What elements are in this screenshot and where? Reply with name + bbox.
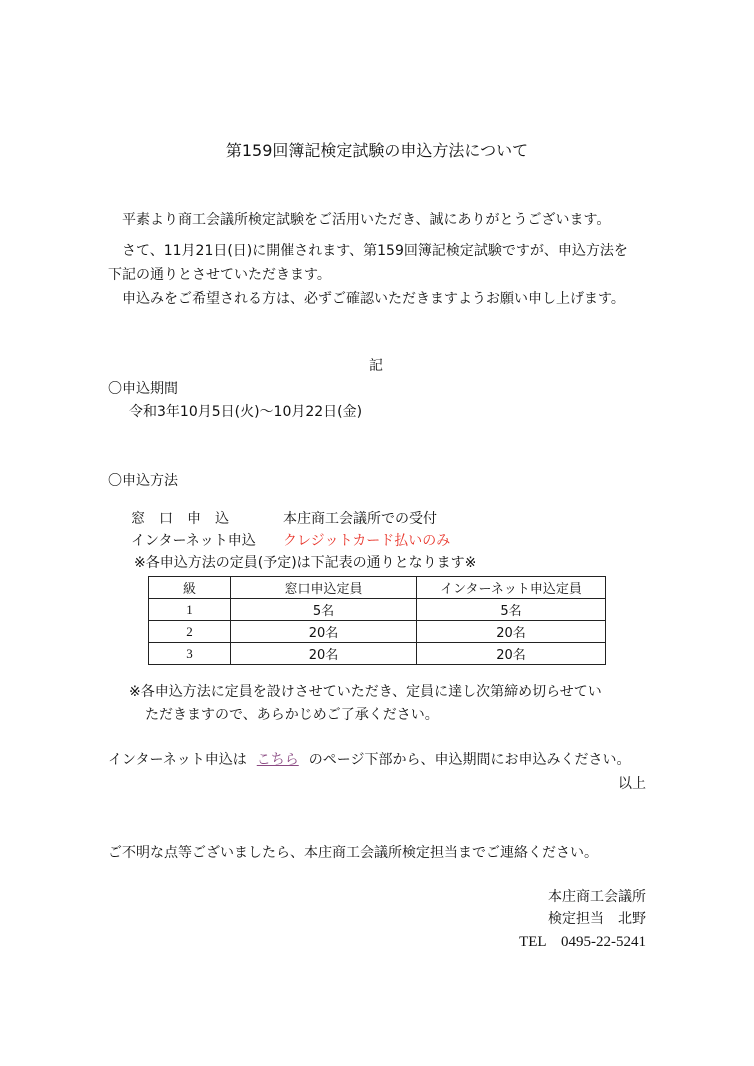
table-cell-internet: 20名 <box>417 621 606 643</box>
table-row <box>149 643 606 665</box>
table-cell-counter: 20名 <box>231 643 417 665</box>
intro-line-2: さて、11月21日(日)に開催されます、第159回簿記検定試験ですが、申込方法を <box>122 243 628 259</box>
table-header-grade: 級 <box>149 577 231 599</box>
internet-suffix: のページ下部から、申込期間にお申込みください。 <box>308 752 631 768</box>
signature-tel: TEL 0495-22-5241 <box>519 934 646 950</box>
period-heading: 〇申込期間 <box>108 381 178 397</box>
internet-prefix: インターネット申込は <box>108 752 247 768</box>
table-row <box>149 599 606 621</box>
method-row-counter-label: 窓 口 申 込 <box>131 511 229 527</box>
notice-line-2: ただきますので、あらかじめご了承ください。 <box>145 707 439 723</box>
intro-line-4: 申込みをご希望される方は、必ずご確認いただきますようお願い申し上げます。 <box>122 291 625 307</box>
table-cell-internet: 5名 <box>417 599 606 621</box>
table-cell-counter: 5名 <box>231 599 417 621</box>
intro-line-1: 平素より商工会議所検定試験をご活用いただき、誠にありがとうございます。 <box>122 212 611 228</box>
table-row <box>149 621 606 643</box>
internet-line <box>108 753 630 767</box>
table-cell-grade: 2 <box>149 621 231 643</box>
ijo-text: 以上 <box>618 776 646 792</box>
table-cell-grade: 3 <box>149 643 231 665</box>
method-heading: 〇申込方法 <box>108 473 178 489</box>
kochira-link[interactable]: こちら <box>256 752 299 768</box>
signature-org: 本庄商工会議所 <box>548 889 646 905</box>
method-row-internet-value: クレジットカード払いのみ <box>283 533 451 549</box>
method-row-internet-label: インターネット申込 <box>131 533 256 549</box>
table-note: ※各申込方法の定員(予定)は下記表の通りとなります※ <box>134 555 477 571</box>
capacity-table <box>148 576 606 665</box>
table-cell-counter: 20名 <box>231 621 417 643</box>
table-header-counter: 窓口申込定員 <box>231 577 417 599</box>
table-header-internet: インターネット申込定員 <box>417 577 606 599</box>
contact-note: ご不明な点等ございましたら、本庄商工会議所検定担当までご連絡ください。 <box>108 845 598 861</box>
page-title: 第159回簿記検定試験の申込方法について <box>225 141 529 160</box>
ki-heading: 記 <box>369 358 383 374</box>
table-cell-grade: 1 <box>149 599 231 621</box>
period-value: 令和3年10月5日(火)～10月22日(金) <box>129 404 363 420</box>
method-row-counter-value: 本庄商工会議所での受付 <box>283 511 437 527</box>
intro-line-3: 下記の通りとさせていただきます。 <box>108 267 331 283</box>
signature-person: 検定担当 北野 <box>548 911 646 927</box>
table-header-row <box>149 577 606 599</box>
table-cell-internet: 20名 <box>417 643 606 665</box>
notice-line-1: ※各申込方法に定員を設けさせていただき、定員に達し次第締め切らせてい <box>129 684 602 700</box>
